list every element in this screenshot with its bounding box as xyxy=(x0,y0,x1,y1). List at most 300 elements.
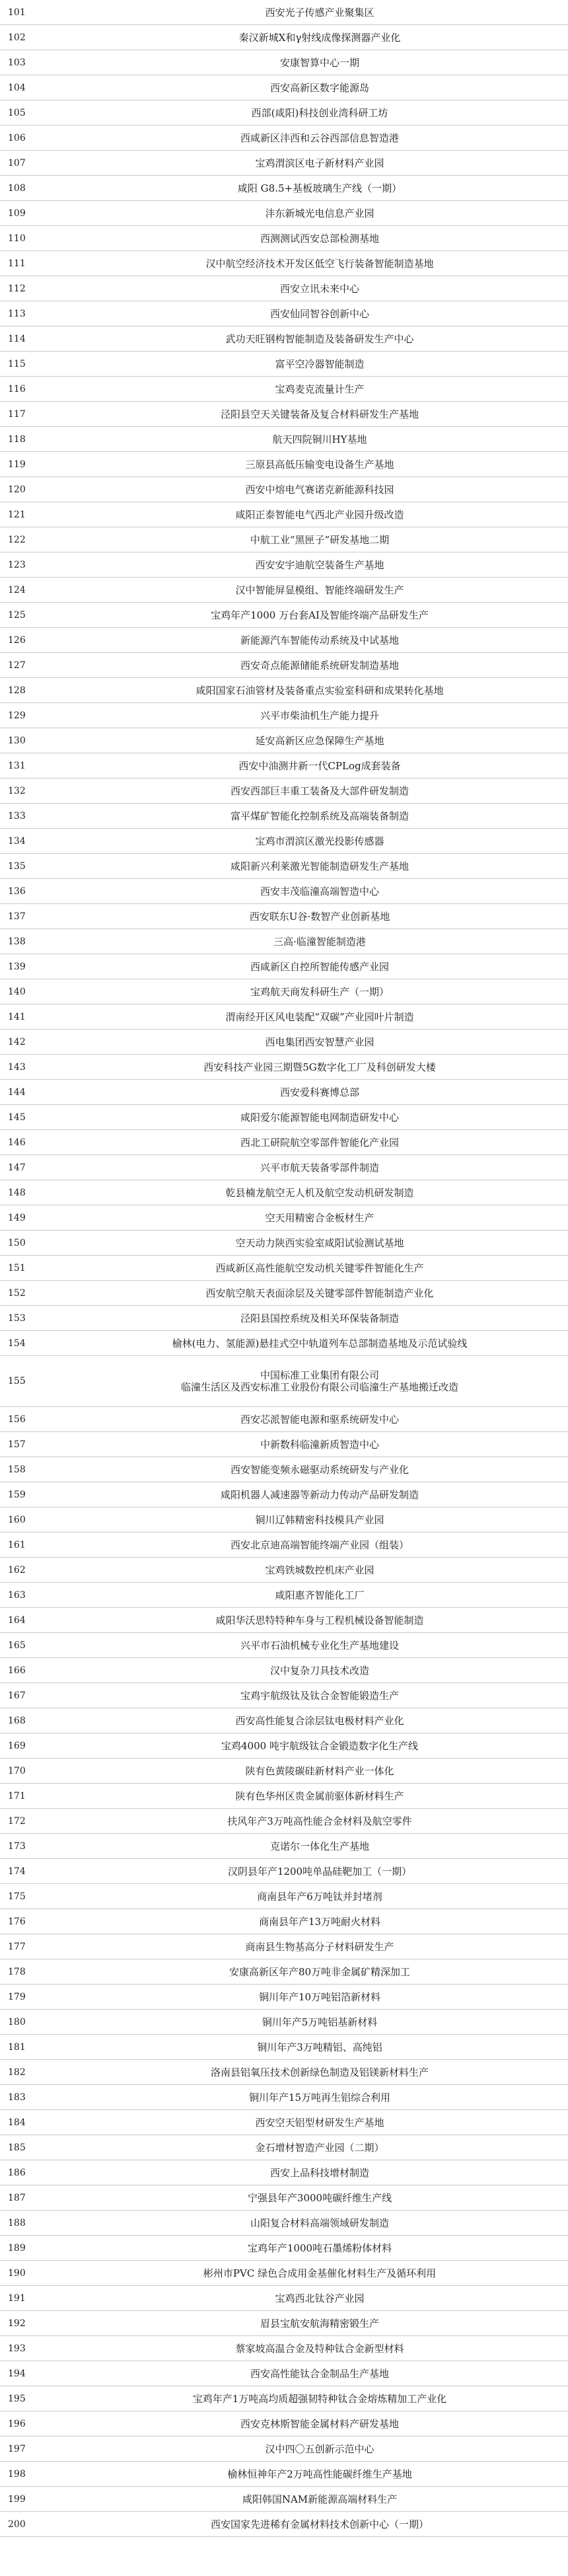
table-row xyxy=(0,2110,568,2135)
project-name: 西安科技产业园三期暨5G数字化工厂及科创研发大楼 xyxy=(203,1061,436,1073)
row-number: 123 xyxy=(0,552,71,578)
project-name: 铜川辽韩精密科技模具产业园 xyxy=(255,1513,384,1526)
row-number: 167 xyxy=(0,1683,71,1708)
table-row xyxy=(0,377,568,402)
project-name: 西安高性能钛合金制品生产基地 xyxy=(250,2367,389,2380)
project-name: 咸阳爱尔能源智能电网制造研发中心 xyxy=(240,1111,399,1123)
table-row xyxy=(0,2160,568,2185)
table-row xyxy=(0,527,568,552)
table-row xyxy=(0,1733,568,1759)
project-name-cell xyxy=(71,276,568,301)
project-name: 兴平市石油机械专业化生产基地建设 xyxy=(240,1639,399,1651)
project-name: 宝鸡航天商发科研生产（一期） xyxy=(250,985,389,998)
row-number: 166 xyxy=(0,1658,71,1683)
row-number: 152 xyxy=(0,1281,71,1306)
project-name-cell xyxy=(71,377,568,402)
table-row xyxy=(0,477,568,502)
project-name-cell xyxy=(71,1834,568,1859)
project-name-cell xyxy=(71,2085,568,2110)
row-number: 193 xyxy=(0,2336,71,2361)
project-name-cell xyxy=(71,301,568,326)
project-name: 西安国家先进稀有金属材料技术创新中心（一期） xyxy=(210,2518,429,2530)
row-number: 124 xyxy=(0,578,71,603)
project-name-cell xyxy=(71,1482,568,1507)
project-name: 咸阳国家石油管材及装备重点实验室科研和成果转化基地 xyxy=(195,684,444,697)
table-row xyxy=(0,251,568,276)
project-name: 乾县楠龙航空无人机及航空发动机研发制造 xyxy=(225,1186,414,1199)
project-name: 西安中熔电气赛诺克新能源科技园 xyxy=(245,483,394,496)
project-name-cell xyxy=(71,1558,568,1583)
project-name: 安康智算中心一期 xyxy=(279,56,359,69)
row-number: 195 xyxy=(0,2386,71,2411)
row-number: 119 xyxy=(0,452,71,477)
table-row xyxy=(0,1809,568,1834)
row-number: 110 xyxy=(0,226,71,251)
project-name-cell xyxy=(71,477,568,502)
row-number: 151 xyxy=(0,1256,71,1281)
project-name-cell xyxy=(71,1281,568,1306)
table-row xyxy=(0,2085,568,2110)
row-number: 130 xyxy=(0,728,71,753)
project-name: 商南县年产13万吨耐火材料 xyxy=(258,1915,381,1928)
row-number: 169 xyxy=(0,1733,71,1759)
row-number: 141 xyxy=(0,1004,71,1030)
project-name: 咸阳正泰智能电气西北产业园升级改造 xyxy=(235,508,404,521)
project-name: 航天四院铜川HY基地 xyxy=(272,433,367,445)
row-number: 145 xyxy=(0,1105,71,1130)
project-name-cell xyxy=(71,1583,568,1608)
table-row xyxy=(0,452,568,477)
table-row xyxy=(0,50,568,75)
row-number: 180 xyxy=(0,2010,71,2035)
project-name-cell xyxy=(71,603,568,628)
row-number: 182 xyxy=(0,2060,71,2085)
project-name: 西安智能变频永磁驱动系统研发与产业化 xyxy=(230,1463,409,1476)
project-name: 汉中航空经济技术开发区低空飞行装备智能制造基地 xyxy=(205,257,434,270)
table-row xyxy=(0,1256,568,1281)
project-name: 西咸新区沣西和云谷西部信息智造港 xyxy=(240,132,399,144)
project-name: 眉县宝航安航海精密锻生产 xyxy=(260,2317,379,2330)
row-number: 184 xyxy=(0,2110,71,2135)
table-row xyxy=(0,1407,568,1432)
project-name: 宝鸡年产1000吨石墨烯粉体材料 xyxy=(247,2242,392,2254)
project-name: 商南县生物基高分子材料研发生产 xyxy=(245,1940,394,1953)
project-name: 山阳复合材料高端领域研发制造 xyxy=(250,2216,389,2229)
table-row xyxy=(0,2311,568,2336)
project-name-cell xyxy=(71,1658,568,1683)
row-number: 165 xyxy=(0,1633,71,1658)
project-name-cell xyxy=(71,226,568,251)
project-name: 三原县高低压输变电设备生产基地 xyxy=(245,458,394,471)
project-name: 西安芯派智能电源和驱系统研发中心 xyxy=(240,1413,399,1425)
table-row xyxy=(0,2437,568,2462)
project-name-cell xyxy=(71,1759,568,1784)
table-row xyxy=(0,653,568,678)
table-row xyxy=(0,552,568,578)
table-row xyxy=(0,904,568,929)
row-number: 187 xyxy=(0,2185,71,2211)
row-number: 171 xyxy=(0,1784,71,1809)
project-name: 西安高性能复合涂层钛电极材料产业化 xyxy=(235,1714,404,1727)
project-name: 西安北京迪高端智能终端产业园（组装） xyxy=(230,1538,409,1551)
project-name: 中航工业“黑匣子”研发基地二期 xyxy=(250,533,390,546)
project-name-cell xyxy=(71,904,568,929)
project-name: 榆林(电力、氢能源)悬挂式空中轨道列车总部制造基地及示范试验线 xyxy=(172,1337,468,1349)
row-number: 198 xyxy=(0,2462,71,2487)
project-name: 彬州市PVC 绿色合成用金基催化材料生产及循环利用 xyxy=(203,2267,437,2279)
project-name: 临潼生活区及西安标准工业股份有限公司临潼生产基地搬迁改造 xyxy=(180,1381,458,1393)
row-number: 177 xyxy=(0,1934,71,1959)
project-name-cell xyxy=(71,1080,568,1105)
row-number: 137 xyxy=(0,904,71,929)
project-name-cell xyxy=(71,2060,568,2085)
row-number: 135 xyxy=(0,854,71,879)
project-name: 西咸新区自控所智能传感产业园 xyxy=(250,960,389,973)
project-name-cell xyxy=(71,402,568,427)
row-number: 164 xyxy=(0,1608,71,1633)
table-row xyxy=(0,176,568,201)
row-number: 147 xyxy=(0,1155,71,1180)
row-number: 163 xyxy=(0,1583,71,1608)
row-number: 194 xyxy=(0,2361,71,2386)
project-name-cell xyxy=(71,25,568,50)
row-number: 146 xyxy=(0,1130,71,1155)
project-name: 西安光子传感产业聚集区 xyxy=(265,6,374,19)
project-name-cell xyxy=(71,1884,568,1909)
table-row xyxy=(0,201,568,226)
project-name: 宝鸡4000 吨宇航级钛合金锻造数字化生产线 xyxy=(221,1739,418,1752)
table-row xyxy=(0,2411,568,2437)
project-name-cell xyxy=(71,1407,568,1432)
project-name-cell xyxy=(71,552,568,578)
project-name-cell xyxy=(71,2311,568,2336)
row-number: 159 xyxy=(0,1482,71,1507)
table-row xyxy=(0,126,568,151)
project-name: 宝鸡麦克流量计生产 xyxy=(275,383,365,395)
project-name-cell xyxy=(71,100,568,126)
table-row xyxy=(0,979,568,1004)
row-number: 153 xyxy=(0,1306,71,1331)
project-name-cell xyxy=(71,176,568,201)
project-name-cell xyxy=(71,1231,568,1256)
project-name: 咸阳新兴利莱激光智能制造研发生产基地 xyxy=(230,860,409,872)
project-name-cell xyxy=(71,1180,568,1205)
table-row xyxy=(0,2261,568,2286)
table-row xyxy=(0,226,568,251)
table-row xyxy=(0,2211,568,2236)
row-number: 131 xyxy=(0,753,71,778)
row-number: 112 xyxy=(0,276,71,301)
project-name-cell xyxy=(71,75,568,100)
table-row xyxy=(0,25,568,50)
table-row xyxy=(0,1205,568,1231)
table-row xyxy=(0,2462,568,2487)
project-name-cell xyxy=(71,1934,568,1959)
row-number: 140 xyxy=(0,979,71,1004)
table-row xyxy=(0,2010,568,2035)
project-name: 富平煤矿智能化控制系统及高端装备制造 xyxy=(230,810,409,822)
project-name: 渭南经开区风电装配“双碳”产业园叶片制造 xyxy=(225,1010,414,1023)
row-number: 108 xyxy=(0,176,71,201)
project-name-cell xyxy=(71,2211,568,2236)
project-name: 蔡家坡高温合金及特种钛合金新型材料 xyxy=(235,2342,404,2355)
project-name-cell xyxy=(71,352,568,377)
row-number: 196 xyxy=(0,2411,71,2437)
table-row xyxy=(0,1909,568,1934)
row-number: 181 xyxy=(0,2035,71,2060)
project-name-cell xyxy=(71,1985,568,2010)
project-name: 泾阳县空天关键装备及复合材料研发生产基地 xyxy=(220,408,419,420)
row-number: 103 xyxy=(0,50,71,75)
row-number: 157 xyxy=(0,1432,71,1457)
project-name-cell xyxy=(71,1708,568,1733)
table-row xyxy=(0,1004,568,1030)
table-row xyxy=(0,1155,568,1180)
row-number: 185 xyxy=(0,2135,71,2160)
project-name-cell xyxy=(71,703,568,728)
project-name: 西安立讯未来中心 xyxy=(279,282,359,295)
project-name: 西安联东U谷·数智产业创新基地 xyxy=(249,910,390,923)
project-name-cell xyxy=(71,2135,568,2160)
table-row xyxy=(0,427,568,452)
project-name-cell xyxy=(71,2336,568,2361)
table-row xyxy=(0,628,568,653)
project-name: 宁强县年产3000吨碳纤维生产线 xyxy=(247,2191,392,2204)
project-name-cell xyxy=(71,879,568,904)
project-name: 铜川年产15万吨再生铝综合利用 xyxy=(248,2091,391,2103)
table-row xyxy=(0,1281,568,1306)
project-name: 西安西部巨丰重工装备及大部件研发制造 xyxy=(230,784,409,797)
table-row xyxy=(0,1030,568,1055)
row-number: 105 xyxy=(0,100,71,126)
row-number: 170 xyxy=(0,1759,71,1784)
project-name: 富平空冷器智能制造 xyxy=(275,358,365,370)
table-row xyxy=(0,1331,568,1356)
project-name-cell xyxy=(71,2035,568,2060)
project-name: 西安奇点能源储能系统研发制造基地 xyxy=(240,659,399,671)
table-row xyxy=(0,703,568,728)
table-row xyxy=(0,1859,568,1884)
project-name-cell xyxy=(71,854,568,879)
table-row xyxy=(0,954,568,979)
row-number: 144 xyxy=(0,1080,71,1105)
row-number: 129 xyxy=(0,703,71,728)
row-number: 126 xyxy=(0,628,71,653)
row-number: 173 xyxy=(0,1834,71,1859)
project-name: 中新数科临潼新质智造中心 xyxy=(260,1438,379,1451)
project-name-cell xyxy=(71,2236,568,2261)
table-row xyxy=(0,1482,568,1507)
table-row xyxy=(0,1708,568,1733)
table-row xyxy=(0,854,568,879)
project-name-cell xyxy=(71,2487,568,2512)
row-number: 102 xyxy=(0,25,71,50)
table-row xyxy=(0,2060,568,2085)
row-number: 199 xyxy=(0,2487,71,2512)
table-row xyxy=(0,2035,568,2060)
row-number: 118 xyxy=(0,427,71,452)
table-row xyxy=(0,1432,568,1457)
table-row xyxy=(0,1658,568,1683)
table-row xyxy=(0,829,568,854)
project-name-cell xyxy=(71,1457,568,1482)
table-row xyxy=(0,1985,568,2010)
project-name: 西安克林斯智能金属材料产研发基地 xyxy=(240,2417,399,2430)
table-row xyxy=(0,603,568,628)
table-row xyxy=(0,1457,568,1482)
row-number: 158 xyxy=(0,1457,71,1482)
table-row xyxy=(0,2512,568,2537)
table-row xyxy=(0,2487,568,2512)
row-number: 183 xyxy=(0,2085,71,2110)
row-number: 101 xyxy=(0,0,71,25)
table-row xyxy=(0,1633,568,1658)
project-name-cell xyxy=(71,929,568,954)
row-number: 121 xyxy=(0,502,71,527)
project-name: 克诺尔一体化生产基地 xyxy=(269,1840,369,1852)
row-number: 174 xyxy=(0,1859,71,1884)
project-name: 洛南县铝氧压技术创新绿色制造及铝镁新材料生产 xyxy=(210,2066,429,2078)
project-name: 空天用精密合金板材生产 xyxy=(265,1211,374,1224)
row-number: 114 xyxy=(0,326,71,352)
project-name: 武功天旺钢构智能制造及装备研发生产中心 xyxy=(225,332,414,345)
project-name-cell xyxy=(71,728,568,753)
project-name: 西安仙同智谷创新中心 xyxy=(269,307,369,320)
project-name: 咸阳 G8.5+基板玻璃生产线（一期） xyxy=(237,182,402,194)
project-name: 铜川年产5万吨铝基新材料 xyxy=(262,2016,378,2028)
row-number: 125 xyxy=(0,603,71,628)
project-name-cell xyxy=(71,2361,568,2386)
table-row xyxy=(0,1934,568,1959)
table-row xyxy=(0,1608,568,1633)
project-name: 咸阳韩国NAM新能源高端材料生产 xyxy=(242,2493,398,2505)
project-name: 安康高新区年产80万吨非金属矿精深加工 xyxy=(229,1965,411,1978)
project-name: 延安高新区应急保障生产基地 xyxy=(255,734,384,747)
table-row xyxy=(0,326,568,352)
project-name: 汉阴县年产1200吨单晶硅靶加工（一期） xyxy=(227,1865,412,1877)
row-number: 189 xyxy=(0,2236,71,2261)
table-row xyxy=(0,2336,568,2361)
row-number: 172 xyxy=(0,1809,71,1834)
table-row xyxy=(0,929,568,954)
project-name-cell xyxy=(71,2185,568,2211)
table-row xyxy=(0,778,568,804)
table-row xyxy=(0,678,568,703)
project-name-cell xyxy=(71,151,568,176)
project-name: 陕有色华州区贵金属前驱体新材料生产 xyxy=(235,1790,404,1802)
project-name: 宝鸡西北钛谷产业园 xyxy=(275,2292,365,2304)
table-row xyxy=(0,1533,568,1558)
table-row xyxy=(0,2386,568,2411)
row-number: 192 xyxy=(0,2311,71,2336)
row-number: 154 xyxy=(0,1331,71,1356)
row-number: 113 xyxy=(0,301,71,326)
table-row xyxy=(0,1784,568,1809)
row-number: 133 xyxy=(0,804,71,829)
project-name: 宝鸡渭滨区电子新材料产业园 xyxy=(255,157,384,169)
project-name-cell xyxy=(71,1733,568,1759)
project-name-cell xyxy=(71,653,568,678)
project-name-cell xyxy=(71,1909,568,1934)
table-row xyxy=(0,1959,568,1985)
project-name-cell xyxy=(71,1055,568,1080)
table-row xyxy=(0,753,568,778)
project-name: 宝鸡宇航级钛及钛合金智能锻造生产 xyxy=(240,1689,399,1702)
project-name-cell xyxy=(71,126,568,151)
row-number: 176 xyxy=(0,1909,71,1934)
table-row xyxy=(0,1055,568,1080)
project-name-cell xyxy=(71,2261,568,2286)
row-number: 107 xyxy=(0,151,71,176)
project-name: 汉中智能屏显模组、智能终端研发生产 xyxy=(235,584,404,596)
project-name-cell xyxy=(71,1633,568,1658)
project-name: 沣东新城光电信息产业园 xyxy=(265,207,374,219)
row-number: 149 xyxy=(0,1205,71,1231)
row-number: 111 xyxy=(0,251,71,276)
project-name-cell xyxy=(71,2010,568,2035)
table-row xyxy=(0,100,568,126)
table-row xyxy=(0,2361,568,2386)
row-number: 188 xyxy=(0,2211,71,2236)
row-number: 179 xyxy=(0,1985,71,2010)
row-number: 128 xyxy=(0,678,71,703)
project-name-cell xyxy=(71,1683,568,1708)
project-name: 西安空天铝型材研发生产基地 xyxy=(255,2116,384,2129)
table-row xyxy=(0,1884,568,1909)
project-name-cell xyxy=(71,678,568,703)
project-name-cell xyxy=(71,1331,568,1356)
project-name-cell xyxy=(71,1859,568,1884)
row-number: 190 xyxy=(0,2261,71,2286)
project-name: 西咸新区高性能航空发动机关键零件智能化生产 xyxy=(215,1262,424,1274)
table-row xyxy=(0,2236,568,2261)
table-row xyxy=(0,879,568,904)
project-name: 西安上品科技增材制造 xyxy=(269,2166,369,2179)
project-name: 中国标准工业集团有限公司 xyxy=(260,1369,379,1381)
row-number: 104 xyxy=(0,75,71,100)
project-name: 汉中四〇五创新示范中心 xyxy=(265,2443,374,2455)
row-number: 115 xyxy=(0,352,71,377)
project-name-cell xyxy=(71,628,568,653)
table-row xyxy=(0,301,568,326)
project-name-cell xyxy=(71,979,568,1004)
project-name-cell xyxy=(71,1533,568,1558)
project-name-cell xyxy=(71,753,568,778)
project-name: 咸阳华沃思特特种车身与工程机械设备智能制造 xyxy=(215,1614,424,1626)
table-row xyxy=(0,1834,568,1859)
project-name-cell xyxy=(71,50,568,75)
project-name: 西安中油测井新一代CPLog成套装备 xyxy=(238,759,401,772)
project-name-cell xyxy=(71,1507,568,1533)
project-name-cell xyxy=(71,326,568,352)
project-name: 秦汉新城X和γ射线成像探测器产业化 xyxy=(238,31,401,44)
project-name-cell xyxy=(71,1130,568,1155)
project-name-cell xyxy=(71,2437,568,2462)
project-name: 金石增材智造产业园（二期） xyxy=(255,2141,384,2154)
project-name-cell xyxy=(71,2411,568,2437)
project-name: 兴平市柴油机生产能力提升 xyxy=(260,709,379,722)
project-name: 咸阳机器人减速器等新动力传动产品研发制造 xyxy=(220,1488,419,1501)
project-name-cell xyxy=(71,1004,568,1030)
project-name-cell xyxy=(71,1784,568,1809)
row-number: 160 xyxy=(0,1507,71,1533)
table-row xyxy=(0,502,568,527)
row-number: 120 xyxy=(0,477,71,502)
project-name: 泾阳县国控系统及相关环保装备制造 xyxy=(240,1312,399,1324)
project-name-cell xyxy=(71,2462,568,2487)
project-name: 宝鸡铁城数控机床产业园 xyxy=(265,1564,374,1576)
row-number: 122 xyxy=(0,527,71,552)
